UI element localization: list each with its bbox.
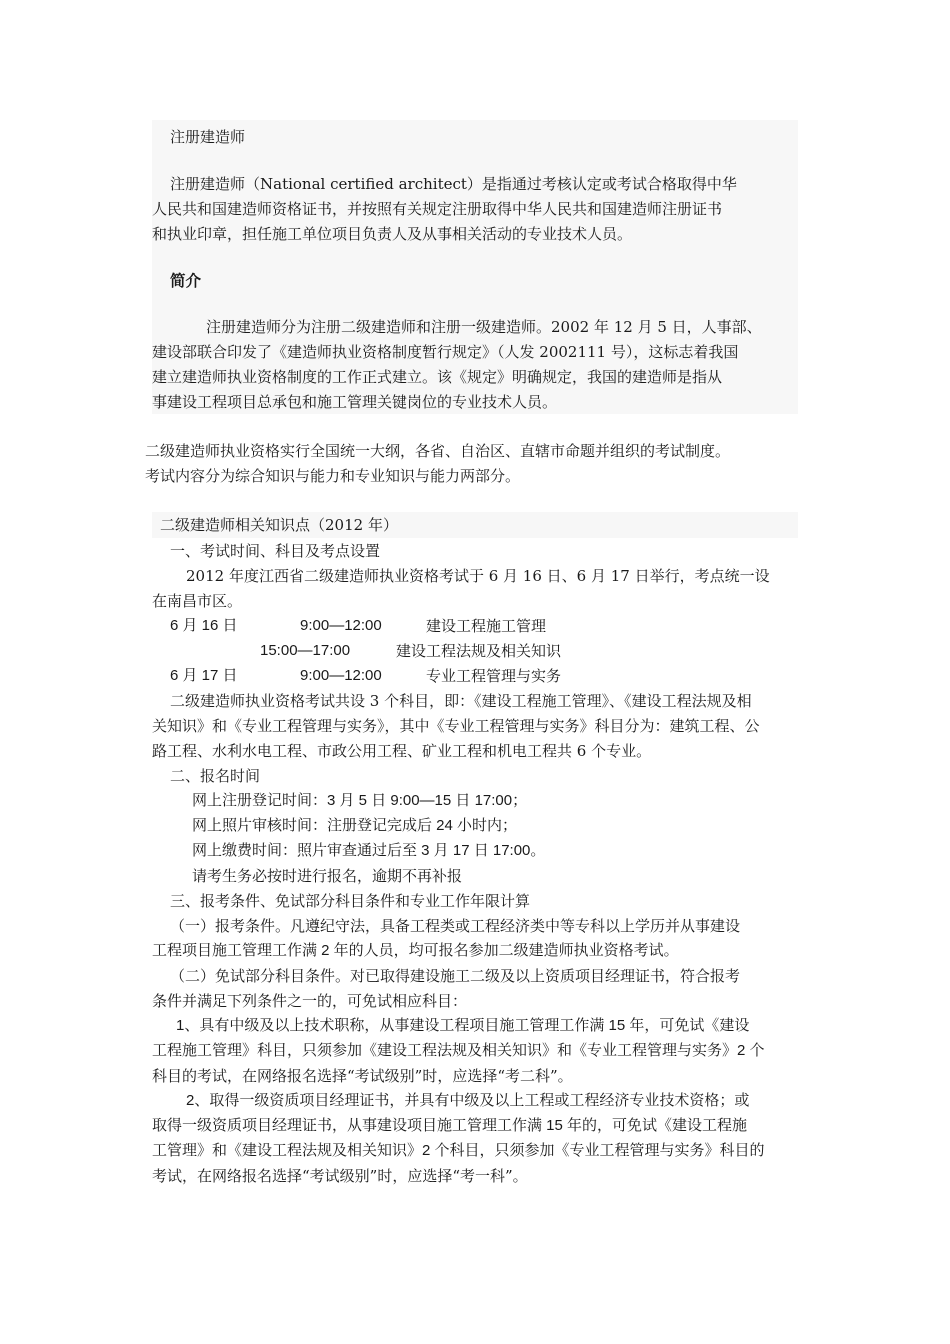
brief-line: 注册建造师分为注册二级建造师和注册一级建造师。2002 年 12 月 5 日，人事部、 xyxy=(206,318,762,336)
schedule-date: 6 月 16 日 xyxy=(170,617,238,634)
brief-line: 建立建造师执业资格制度的工作正式建立。该《规定》明确规定，我国的建造师是指从 xyxy=(152,368,723,386)
subjects-line: 路工程、水利水电工程、市政公用工程、矿业工程和机电工程共 6 个专业。 xyxy=(152,742,652,760)
case2-line: 2、取得一级资质项目经理证书，并具有中级及以上工程或工程经济专业技术资格；或 xyxy=(186,1092,750,1109)
schedule-subject: 建设工程法规及相关知识 xyxy=(396,642,562,660)
system-line: 考试内容分为综合知识与能力和专业知识与能力两部分。 xyxy=(145,467,521,485)
system-line: 二级建造师执业资格实行全国统一大纲，各省、自治区、直辖市命题并组织的考试制度。 xyxy=(145,442,731,460)
registration-item: 网上缴费时间：照片审查通过后至 3 月 17 日 17:00。 xyxy=(192,842,546,859)
schedule-time: 9:00—12:00 xyxy=(300,667,382,684)
exemption-line: （二）免试部分科目条件。对已取得建设施工二级及以上资质项目经理证书，符合报考 xyxy=(170,967,741,985)
case2-line: 考试，在网络报名选择“考试级别”时，应选择“考一科”。 xyxy=(152,1167,528,1185)
brief-line: 建设部联合印发了《建造师执业资格制度暂行规定》（人发 2002111 号），这标志着我国 xyxy=(152,343,739,361)
intro-definition-line: 人民共和国建造师资格证书，并按照有关规定注册取得中华人民共和国建造师注册证书 xyxy=(152,200,723,218)
case2-line: 取得一级资质项目经理证书，从事建设项目施工管理工作满 15 年的，可免试《建设工程施 xyxy=(152,1117,748,1134)
intro-definition-line: 和执业印章，担任施工单位项目负责人及从事相关活动的专业技术人员。 xyxy=(152,225,633,243)
case1-line: 工程施工管理》科目，只须参加《建设工程法规及相关知识》和《专业工程管理与实务》2 个 xyxy=(152,1042,765,1059)
section1-intro-line: 在南昌市区。 xyxy=(152,592,243,610)
schedule-time: 9:00—12:00 xyxy=(300,617,382,634)
exemption-line: 条件并满足下列条件之一的，可免试相应科目： xyxy=(152,992,468,1010)
section3-title: 三、报考条件、免试部分科目条件和专业工作年限计算 xyxy=(170,892,531,910)
section1-title: 一、考试时间、科目及考点设置 xyxy=(170,542,381,560)
section1-intro-line: 2012 年度江西省二级建造师执业资格考试于 6 月 16 日、6 月 17 日举行，考点统一设 xyxy=(186,567,770,585)
registration-item: 请考生务必按时进行报名，逾期不再补报 xyxy=(192,867,463,885)
conditions-line: 工程项目施工管理工作满 2 年的人员，均可报名参加二级建造师执业资格考试。 xyxy=(152,942,679,959)
subjects-line: 二级建造师执业资格考试共设 3 个科目，即：《建设工程施工管理》、《建设工程法规及相 xyxy=(170,692,752,710)
brief-line: 事建设工程项目总承包和施工管理关键岗位的专业技术人员。 xyxy=(152,393,558,411)
schedule-subject: 专业工程管理与实务 xyxy=(426,667,562,685)
knowledge-heading: 二级建造师相关知识点（2012 年） xyxy=(160,516,398,534)
conditions-line: （一）报考条件。凡遵纪守法，具备工程类或工程经济类中等专科以上学历并从事建设 xyxy=(170,917,741,935)
case1-line: 科目的考试，在网络报名选择“考试级别”时，应选择“考二科”。 xyxy=(152,1067,573,1085)
intro-heading: 注册建造师 xyxy=(170,128,246,146)
brief-heading: 简介 xyxy=(170,271,202,290)
case2-line: 工管理》和《建设工程法规及相关知识》2 个科目，只须参加《专业工程管理与实务》科目的 xyxy=(152,1142,765,1159)
case1-line: 1、具有中级及以上技术职称，从事建设工程项目施工管理工作满 15 年，可免试《建设 xyxy=(176,1017,750,1034)
subjects-line: 关知识》和《专业工程管理与实务》，其中《专业工程管理与实务》科目分为：建筑工程、公 xyxy=(152,717,760,735)
intro-definition-line: 注册建造师（National certified architect）是指通过考核认定或考试合格取得中华 xyxy=(170,175,737,193)
registration-item: 网上照片审核时间：注册登记完成后 24 小时内； xyxy=(192,817,518,834)
schedule-date: 6 月 17 日 xyxy=(170,667,238,684)
registration-item: 网上注册登记时间：3 月 5 日 9:00—15 日 17:00； xyxy=(192,792,528,809)
schedule-subject: 建设工程施工管理 xyxy=(426,617,547,635)
schedule-time: 15:00—17:00 xyxy=(260,642,351,659)
section2-title: 二、报名时间 xyxy=(170,767,261,785)
